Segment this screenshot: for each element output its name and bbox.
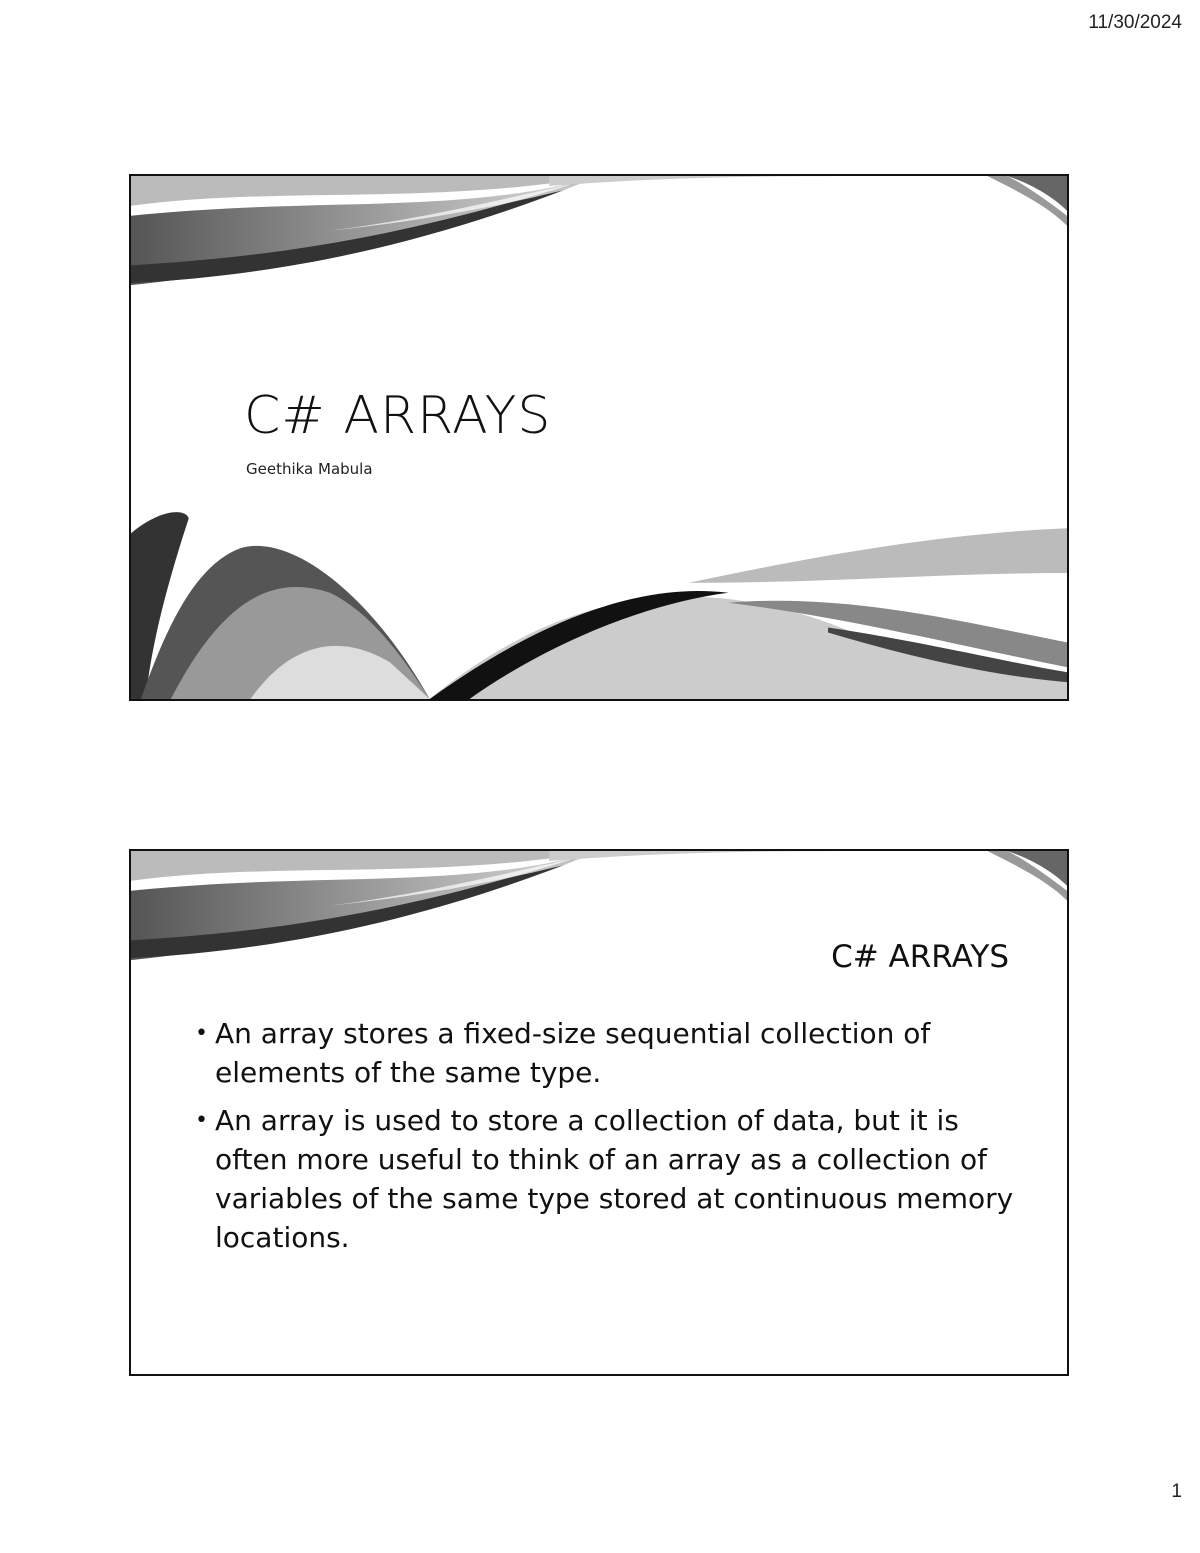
page-date: 11/30/2024 [1088,12,1182,33]
bullet-item [193,1014,1033,1092]
slide-title: C# ARRAYS [831,939,1009,975]
slide-title: C# ARRAYS [244,386,552,446]
bullet-dot-icon: • [195,1108,208,1133]
bullet-text: An array stores a fixed-size sequential collection of elements of the same type. [215,1017,931,1089]
slide-subtitle-author: Geethika Mabula [246,460,373,478]
slide-2-content [129,849,1069,1376]
bullet-text: An array is used to store a collection of data, but it is often more useful to think of an array as a collection of variables of the same type stored at continuous memory locations. [215,1104,1014,1254]
bullet-list [193,1014,1033,1266]
page-number: 1 [1171,1481,1182,1502]
bullet-item [193,1101,1033,1257]
bullet-dot-icon: • [195,1021,208,1046]
slide-1-title [129,174,1069,701]
